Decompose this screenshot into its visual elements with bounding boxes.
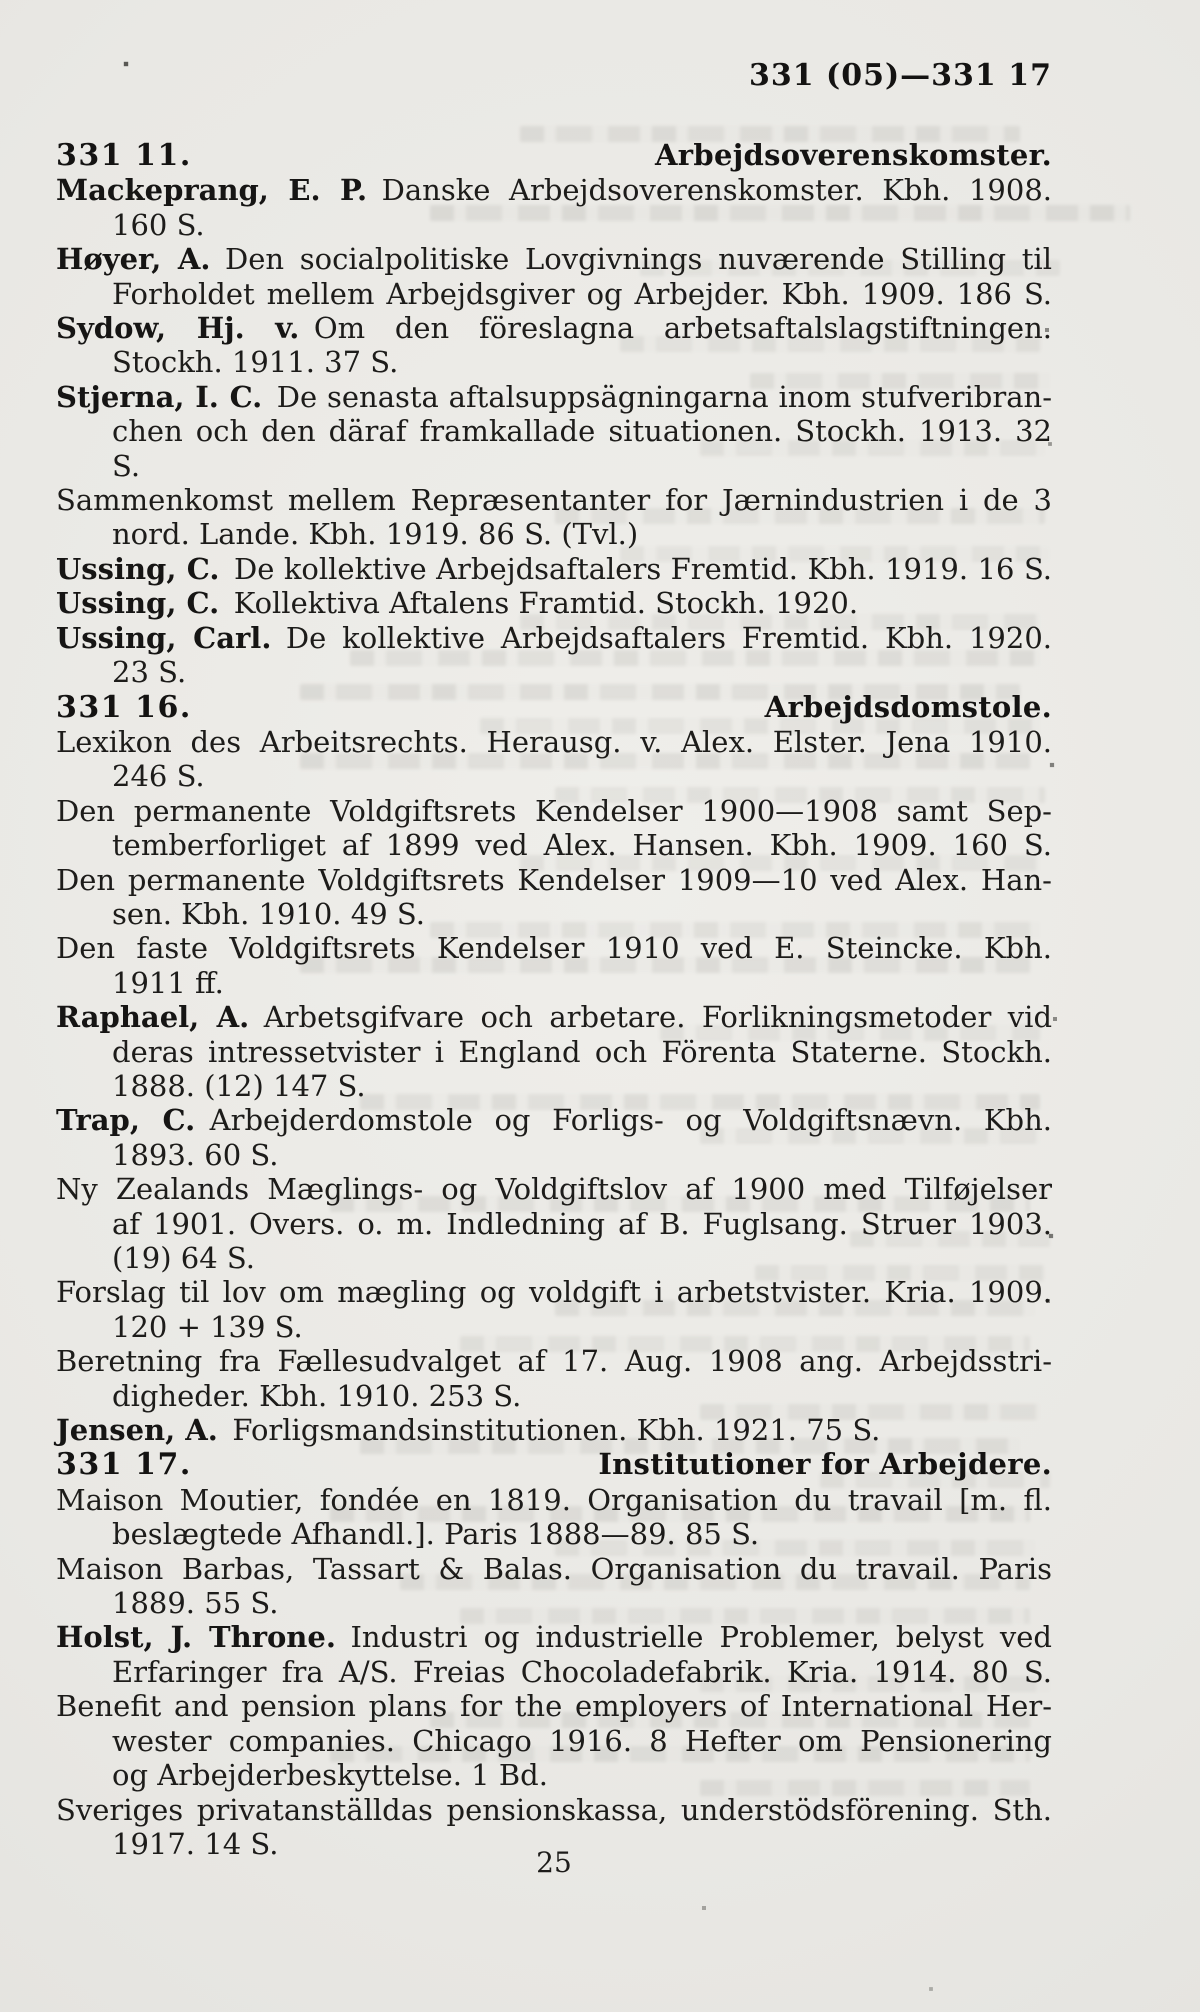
section-title: Arbejdsoverenskomster.: [655, 138, 1052, 172]
entry-author: Ussing, C.: [56, 586, 220, 621]
section-number: 331 11.: [56, 138, 192, 173]
entry-author: Ussing, Carl.: [56, 620, 272, 655]
entry-line: 120 + 139 S.: [112, 1309, 303, 1344]
entry-line: 1893. 60 S.: [112, 1137, 279, 1172]
entry-line: 1917. 14 S.: [112, 1826, 279, 1861]
entry-line: Sammenkomst mellem Repræsentanter for Jærnindustrien i de 3: [56, 483, 1052, 518]
entry-line: Trap, C. Arbejderdomstole og Forligs- og Voldgiftsnævn. Kbh.: [56, 1103, 1052, 1138]
bibliography-entry: [56, 1172, 1052, 1275]
bibliography-entry: [56, 931, 1052, 1000]
section-number: 331 17.: [56, 1447, 192, 1483]
entry-line: af 1901. Overs. o. m. Indledning af B. Fuglsang. Struer 1903.: [112, 1206, 1052, 1241]
entry-line: Ussing, C. Kollektiva Aftalens Framtid. Stockh. 1920.: [56, 586, 859, 621]
entry-line: Beretning fra Fællesudvalget af 17. Aug. 1908 ang. Arbejdsstri-: [56, 1344, 1052, 1379]
entry-author: Mackeprang, E. P.: [56, 173, 368, 208]
entry-line: Raphael, A. Arbetsgifvare och arbetare. Forlikningsmetoder vid: [56, 1000, 1053, 1035]
entry-line: sen. Kbh. 1910. 49 S.: [112, 896, 425, 931]
bibliography-entry: [56, 1552, 1052, 1621]
entry-author: Trap, C.: [56, 1103, 196, 1138]
bibliography-content: [56, 138, 1052, 1861]
entry-line: Holst, J. Throne. Industri og industrielle Problemer, belyst ved: [56, 1620, 1052, 1655]
entry-line: Forslag til lov om mægling og voldgift i arbetstvister. Kria. 1909.: [56, 1275, 1052, 1310]
entry-line: Lexikon des Arbeitsrechts. Herausg. v. Alex. Elster. Jena 1910.: [56, 724, 1052, 759]
page-header-classmark: 331 (05)—331 17: [748, 58, 1052, 93]
entry-line: Benefit and pension plans for the employers of International Her-: [56, 1689, 1052, 1724]
bibliography-entry: [56, 1483, 1052, 1552]
entry-author: Jensen, A.: [56, 1413, 218, 1448]
entry-line: deras intressetvister i England och Förenta Staterne. Stockh.: [112, 1034, 1052, 1069]
entry-line: Stockh. 1911. 37 S.: [112, 345, 399, 380]
section-heading: [56, 690, 1052, 725]
section-title: Institutioner for Arbejdere.: [598, 1447, 1052, 1482]
entry-line: beslægtede Afhandl.]. Paris 1888—89. 85 S.: [112, 1517, 760, 1552]
bibliography-entry: [56, 1620, 1052, 1689]
bibliography-entry: [56, 1000, 1052, 1103]
entry-line: Høyer, A. Den socialpolitiske Lovgivnings nuværende Stilling til: [56, 242, 1052, 277]
section-title: Arbejdsdomstole.: [764, 689, 1052, 724]
entry-line: 246 S.: [112, 759, 205, 794]
section-heading: [56, 138, 1052, 173]
entry-line: Stjerna, I. C. De senasta aftalsuppsägningarna inom stufveribran-: [56, 379, 1052, 414]
bibliography-entry: [56, 1344, 1052, 1413]
entry-author: Høyer, A.: [56, 242, 211, 277]
entry-line: digheder. Kbh. 1910. 253 S.: [112, 1378, 522, 1413]
entry-line: (19) 64 S.: [112, 1241, 255, 1275]
section-heading: [56, 1447, 1052, 1482]
bibliography-entry: [56, 552, 1052, 586]
bibliography-entry: [56, 173, 1052, 242]
entry-line: chen och den däraf framkallade situationen. Stockh. 1913. 32 S.: [112, 414, 1052, 483]
bibliography-entry: [56, 311, 1052, 380]
entry-author: Raphael, A.: [56, 1000, 250, 1035]
entry-line: wester companies. Chicago 1916. 8 Hefter om Pensionering: [112, 1723, 1052, 1758]
entry-line: og Arbejderbeskyttelse. 1 Bd.: [112, 1758, 548, 1793]
entry-line: Forholdet mellem Arbejdsgiver og Arbejder. Kbh. 1909. 186 S.: [112, 276, 1052, 311]
entry-line: 1911 ff.: [112, 965, 224, 1000]
entry-line: 160 S.: [112, 207, 205, 242]
entry-line: Sveriges privatanställdas pensionskassa, understödsförening. Sth.: [56, 1792, 1052, 1827]
bibliography-entry: [56, 380, 1052, 483]
bibliography-entry: [56, 725, 1052, 794]
entry-line: nord. Lande. Kbh. 1919. 86 S. (Tvl.): [112, 517, 639, 552]
entry-line: Maison Moutier, fondée en 1819. Organisation du travail [m. fl.: [56, 1482, 1052, 1517]
entry-line: Maison Barbas, Tassart & Balas. Organisation du travail. Paris: [56, 1551, 1052, 1586]
entry-line: Ussing, C. De kollektive Arbejdsaftalers Fremtid. Kbh. 1919. 16 S.: [56, 551, 1052, 586]
entry-line: Jensen, A. Forligsmandsinstitutionen. Kbh. 1921. 75 S.: [56, 1413, 881, 1448]
section-number: 331 16.: [56, 689, 192, 725]
bibliography-entry: [56, 1413, 1052, 1447]
bibliography-entry: [56, 1689, 1052, 1792]
paper-specks: [0, 0, 2, 2]
entry-line: Sydow, Hj. v. Om den föreslagna arbetsaftalslagstiftningen.: [56, 311, 1052, 346]
entry-line: Den permanente Voldgiftsrets Kendelser 1900—1908 samt Sep-: [56, 793, 1052, 828]
bibliography-entry: [56, 483, 1052, 552]
entry-line: 1888. (12) 147 S.: [112, 1068, 366, 1103]
entry-line: 1889. 55 S.: [112, 1586, 279, 1621]
entry-line: Den permanente Voldgiftsrets Kendelser 1909—10 ved Alex. Han-: [56, 862, 1052, 897]
bibliography-entry: [56, 1275, 1052, 1344]
bibliography-entry: [56, 863, 1052, 932]
entry-author: Stjerna, I. C.: [56, 379, 263, 414]
entry-line: Den faste Voldgiftsrets Kendelser 1910 ved E. Steincke. Kbh.: [56, 931, 1052, 966]
bibliography-entry: [56, 794, 1052, 863]
entry-author: Holst, J. Throne.: [56, 1620, 336, 1655]
entry-line: Ussing, Carl. De kollektive Arbejdsaftalers Fremtid. Kbh. 1920.: [56, 620, 1053, 655]
page-number: 25: [536, 1846, 572, 1879]
entry-author: Ussing, C.: [56, 551, 220, 586]
entry-line: Mackeprang, E. P. Danske Arbejdsoverenskomster. Kbh. 1908.: [56, 173, 1052, 208]
entry-line: Erfaringer fra A/S. Freias Chocoladefabrik. Kria. 1914. 80 S.: [112, 1654, 1052, 1689]
bibliography-entry: [56, 586, 1052, 620]
bibliography-entry: [56, 242, 1052, 311]
entry-line: 23 S.: [112, 655, 187, 690]
entry-author: Sydow, Hj. v.: [56, 311, 300, 346]
entry-line: temberforliget af 1899 ved Alex. Hansen. Kbh. 1909. 160 S.: [112, 828, 1052, 863]
entry-line: Ny Zealands Mæglings- og Voldgiftslov af 1900 med Tilføjelser: [56, 1172, 1052, 1207]
bibliography-entry: [56, 1103, 1052, 1172]
bibliography-entry: [56, 621, 1052, 690]
